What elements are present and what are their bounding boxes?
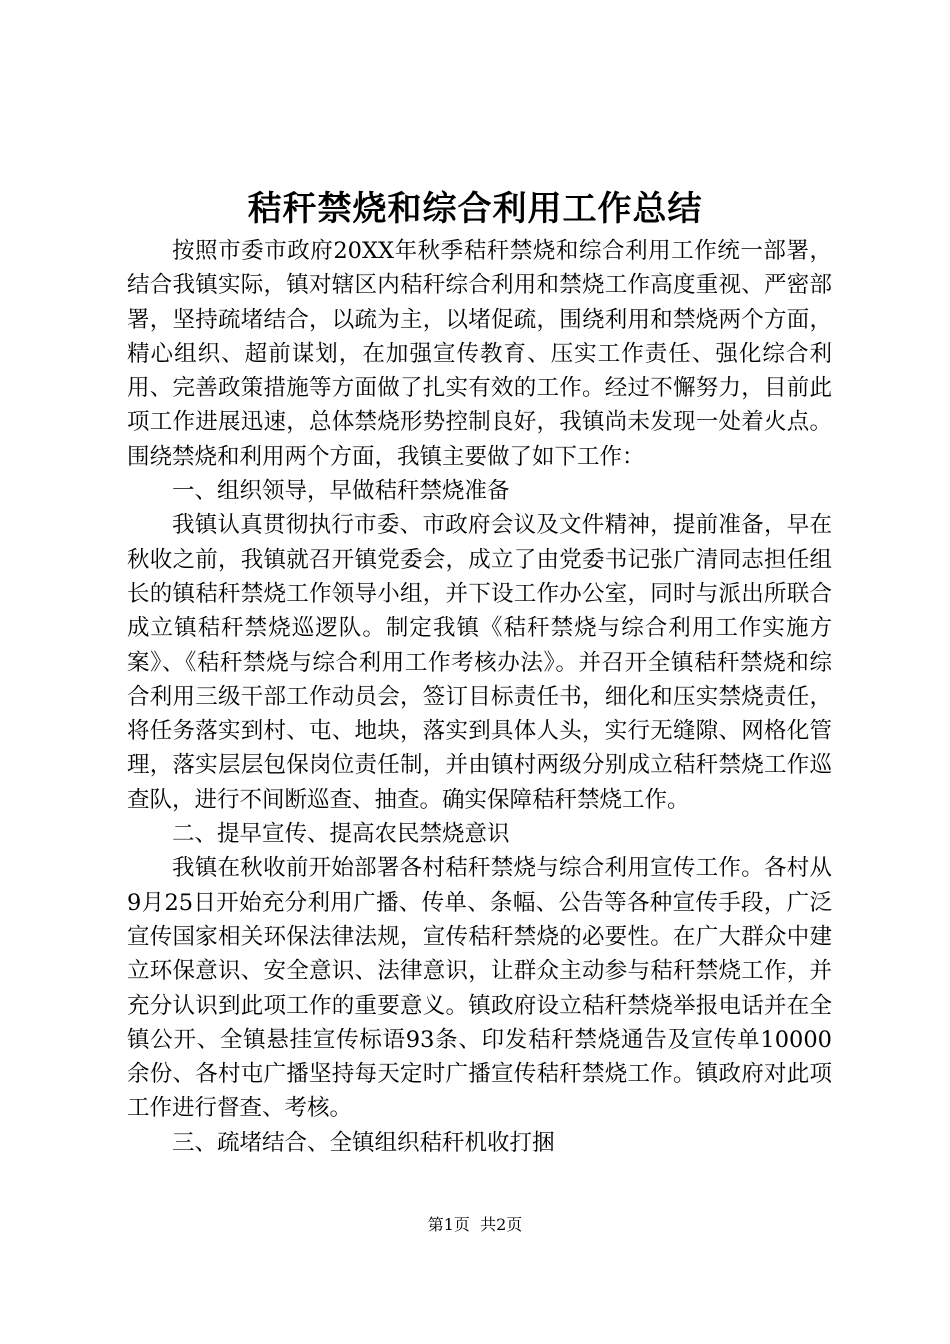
section-heading-2: 二、提早宣传、提高农民禁烧意识 (172, 821, 510, 848)
intro-paragraph: 按照市委市政府20XX年秋季秸秆禁烧和综合利用工作统一部署，结合我镇实际，镇对辖区内秸秆综合利用和禁烧工作高度重视、严密部署，坚持疏堵结合，以疏为主，以堵促疏，围绕利用和禁烧两个方面，精心组织、超前谋划，在加强宣传教育、压实工作责任、强化综合利用、完善政策措施等方面做了扎实有效的工作。经过不懈努力，目前此项工作进展迅速，总体禁烧形势控制良好，我镇尚未发现一处着火点。围绕禁烧和利用两个方面，我镇主要做了如下工作： (127, 238, 832, 470)
page-footer: 第1页 共2页 (427, 1215, 523, 1234)
section-1-paragraph: 我镇认真贯彻执行市委、市政府会议及文件精神，提前准备，早在秋收之前，我镇就召开镇党委会，成立了由党委书记张广清同志担任组长的镇秸秆禁烧工作领导小组，并下设工作办公室，同时与派出所联合成立镇秸秆禁烧巡逻队。制定我镇《秸秆禁烧与综合利用工作实施方案》、《秸秆禁烧与综合利用工作考核办法》。并召开全镇秸秆禁烧和综合利用三级干部工作动员会，签订目标责任书，细化和压实禁烧责任，将任务落实到村、屯、地块，落实到具体人头，实行无缝隙、网格化管理，落实层层包保岗位责任制，并由镇村两级分别成立秸秆禁烧工作巡查队，进行不间断巡查、抽查。确实保障秸秆禁烧工作。 (127, 512, 832, 813)
section-heading-1: 一、组织领导，早做秸秆禁烧准备 (172, 478, 510, 505)
document-title: 秸秆禁烧和综合利用工作总结 (247, 189, 703, 229)
document-body (127, 234, 832, 1160)
section-heading-3: 三、疏堵结合、全镇组织秸秆机收打捆 (172, 1129, 555, 1156)
section-2-paragraph: 我镇在秋收前开始部署各村秸秆禁烧与综合利用宣传工作。各村从9月25日开始充分利用广播、传单、条幅、公告等各种宣传手段，广泛宣传国家相关环保法律法规，宣传秸秆禁烧的必要性。在广大群众中建立环保意识、安全意识、法律意识，让群众主动参与秸秆禁烧工作，并充分认识到此项工作的重要意义。镇政府设立秸秆禁烧举报电话并在全镇公开、全镇悬挂宣传标语93条、印发秸秆禁烧通告及宣传单10000余份、各村屯广播坚持每天定时广播宣传秸秆禁烧工作。镇政府对此项工作进行督查、考核。 (127, 855, 832, 1122)
